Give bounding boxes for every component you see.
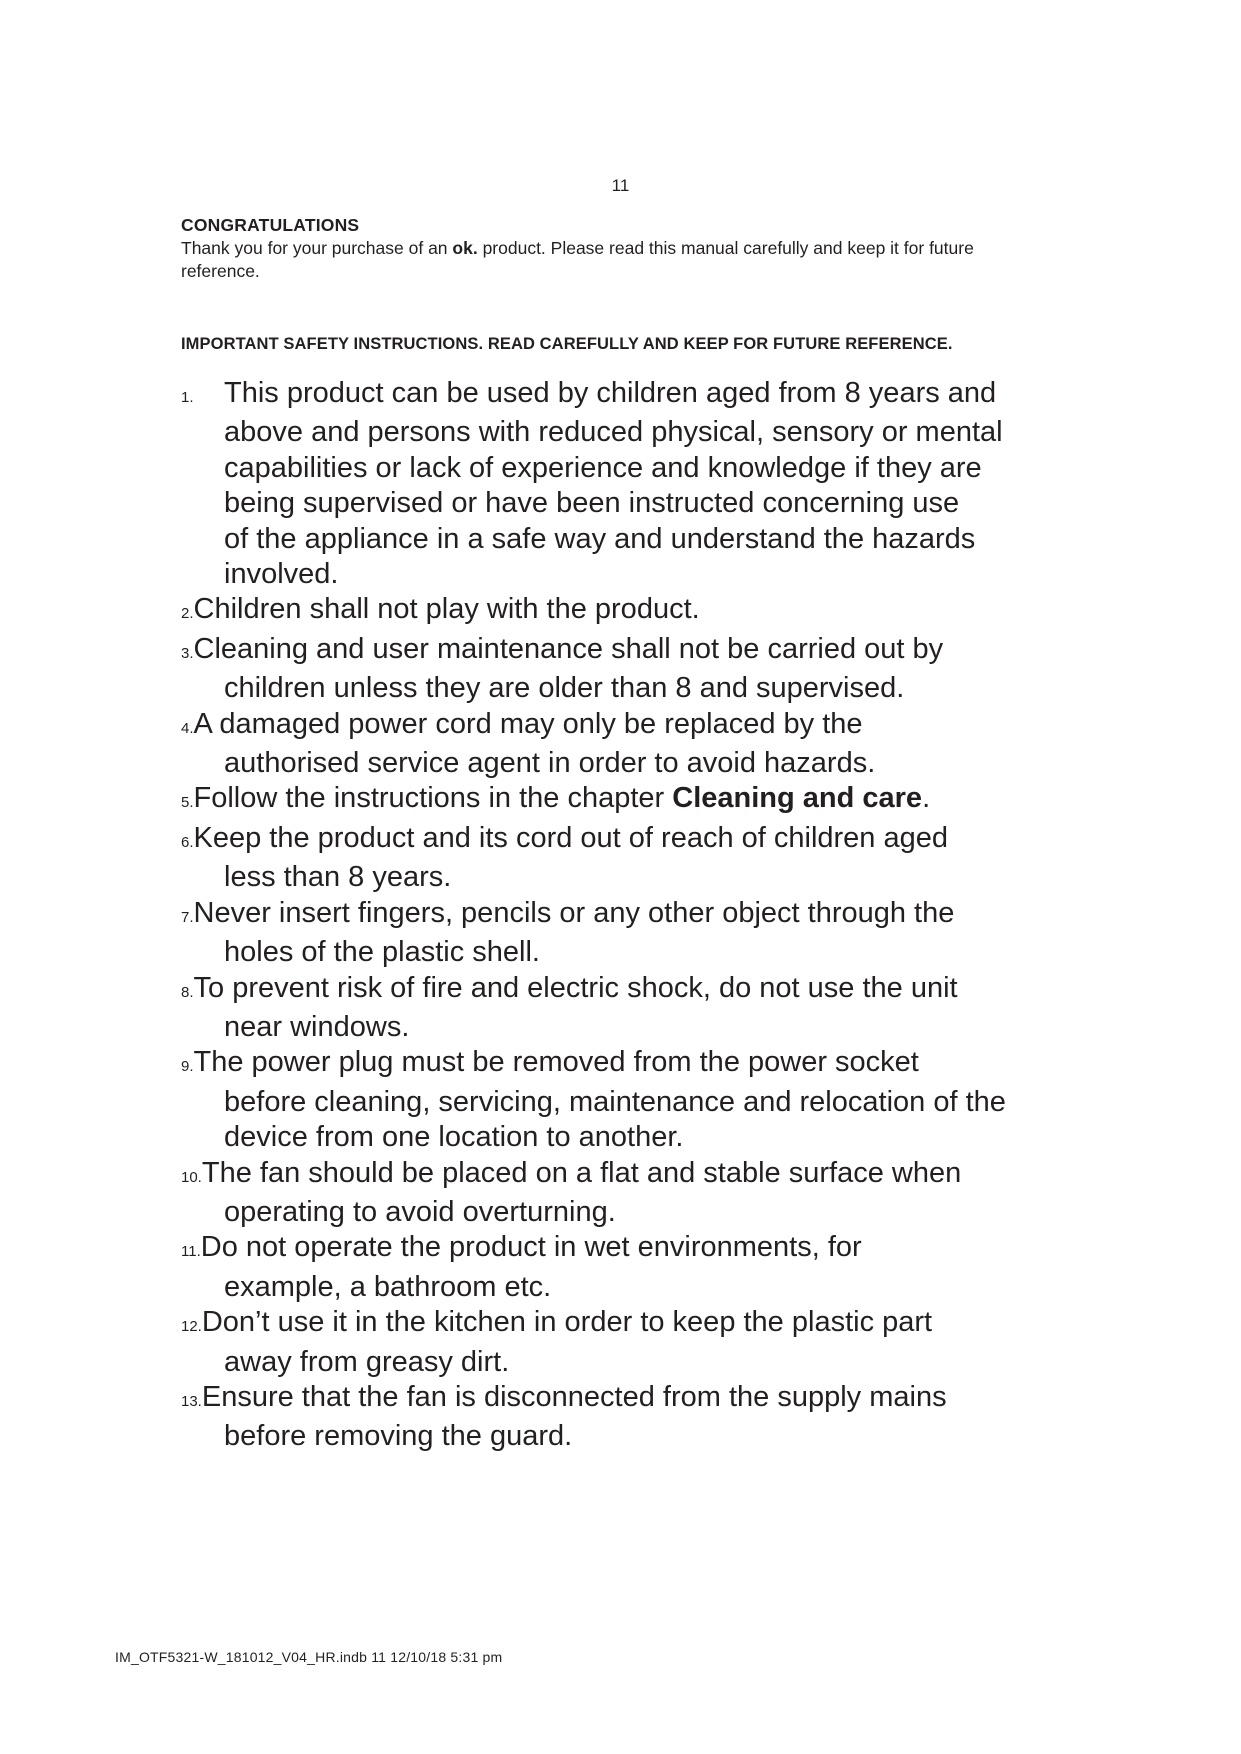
item-text: above and persons with reduced physical, sensory or mental bbox=[224, 416, 1003, 449]
item-number: 10. bbox=[181, 1168, 202, 1186]
item-number: 11. bbox=[181, 1243, 201, 1261]
item-text: near windows. bbox=[224, 1010, 410, 1043]
item-text: A damaged power cord may only be replaced by the bbox=[193, 707, 863, 740]
item-number: 5. bbox=[181, 794, 194, 812]
brand-name: ok. bbox=[452, 238, 478, 258]
congratulations-heading: CONGRATULATIONS bbox=[181, 215, 360, 235]
item-number: 6. bbox=[181, 833, 194, 851]
item-text: Never insert fingers, pencils or any other object through the bbox=[193, 896, 955, 929]
item-text: example, a bathroom etc. bbox=[224, 1270, 552, 1303]
list-item bbox=[181, 1045, 1081, 1155]
congratulations-text bbox=[181, 237, 1081, 283]
item-text: children unless they are older than 8 and supervised. bbox=[224, 672, 905, 705]
item-text: To prevent risk of fire and electric shock, do not use the unit bbox=[193, 971, 958, 1004]
item-text: Follow the instructions in the chapter bbox=[193, 782, 673, 815]
item-number: 2. bbox=[181, 605, 194, 623]
item-text: before removing the guard. bbox=[224, 1420, 573, 1453]
list-item bbox=[181, 896, 1081, 971]
chapter-reference: Cleaning and care bbox=[672, 782, 923, 815]
item-number: 3. bbox=[181, 644, 194, 662]
item-text: before cleaning, servicing, maintenance and relocation of the bbox=[224, 1085, 1006, 1118]
item-text: Do not operate the product in wet environments, for bbox=[200, 1231, 862, 1264]
item-number: 8. bbox=[181, 983, 194, 1001]
list-item bbox=[181, 971, 1081, 1046]
item-text: less than 8 years. bbox=[224, 861, 452, 894]
list-item bbox=[181, 1380, 1081, 1455]
congratulations-text-after: product. Please read this manual carefully and keep it for future bbox=[477, 238, 974, 258]
item-text: authorised service agent in order to avoid hazards. bbox=[224, 747, 876, 780]
item-text: The power plug must be removed from the power socket bbox=[193, 1046, 919, 1079]
item-number: 1. bbox=[181, 389, 194, 406]
item-text: This product can be used by children aged from 8 years and bbox=[224, 377, 997, 409]
item-text: Cleaning and user maintenance shall not be carried out by bbox=[193, 632, 944, 665]
congratulations-text-line2: reference. bbox=[181, 261, 260, 281]
list-item bbox=[181, 632, 1081, 707]
congratulations-text-before: Thank you for your purchase of an bbox=[181, 238, 453, 258]
item-text: being supervised or have been instructed concerning use bbox=[224, 487, 960, 520]
list-item bbox=[181, 821, 1081, 896]
item-text: involved. bbox=[224, 558, 339, 591]
item-text: . bbox=[922, 782, 931, 815]
item-text: Keep the product and its cord out of reach of children aged bbox=[193, 821, 949, 854]
item-text: The fan should be placed on a flat and stable surface when bbox=[201, 1156, 962, 1189]
list-item bbox=[181, 592, 1081, 631]
list-item bbox=[181, 781, 1081, 820]
item-text: capabilities or lack of experience and knowledge if they are bbox=[224, 451, 982, 484]
item-text: Don’t use it in the kitchen in order to keep the plastic part bbox=[201, 1306, 933, 1339]
item-text: Ensure that the fan is disconnected from the supply mains bbox=[201, 1380, 947, 1413]
safety-instructions-list bbox=[181, 376, 1081, 1455]
item-number: 4. bbox=[181, 719, 194, 737]
item-text: Children shall not play with the product. bbox=[193, 593, 700, 626]
item-text: away from greasy dirt. bbox=[224, 1345, 510, 1378]
list-item bbox=[181, 1305, 1081, 1380]
print-footer: IM_OTF5321-W_181012_V04_HR.indb 11 12/10/18 5:31 pm bbox=[115, 1649, 503, 1665]
item-text: operating to avoid overturning. bbox=[224, 1195, 616, 1228]
item-text: of the appliance in a safe way and understand the hazards bbox=[224, 522, 976, 555]
item-number: 7. bbox=[181, 908, 194, 926]
page-number: 11 bbox=[611, 176, 630, 195]
list-item bbox=[181, 1156, 1081, 1231]
list-item bbox=[181, 1230, 1081, 1305]
safety-instructions-heading: IMPORTANT SAFETY INSTRUCTIONS. READ CAREFULLY AND KEEP FOR FUTURE REFERENCE. bbox=[181, 335, 953, 353]
item-number: 13. bbox=[181, 1392, 202, 1410]
item-number: 9. bbox=[181, 1058, 194, 1076]
item-text: holes of the plastic shell. bbox=[224, 936, 540, 969]
list-item bbox=[181, 376, 1081, 592]
congratulations-section bbox=[181, 213, 1081, 283]
item-number: 12. bbox=[181, 1318, 202, 1336]
list-item bbox=[181, 707, 1081, 782]
item-text: device from one location to another. bbox=[224, 1121, 684, 1154]
